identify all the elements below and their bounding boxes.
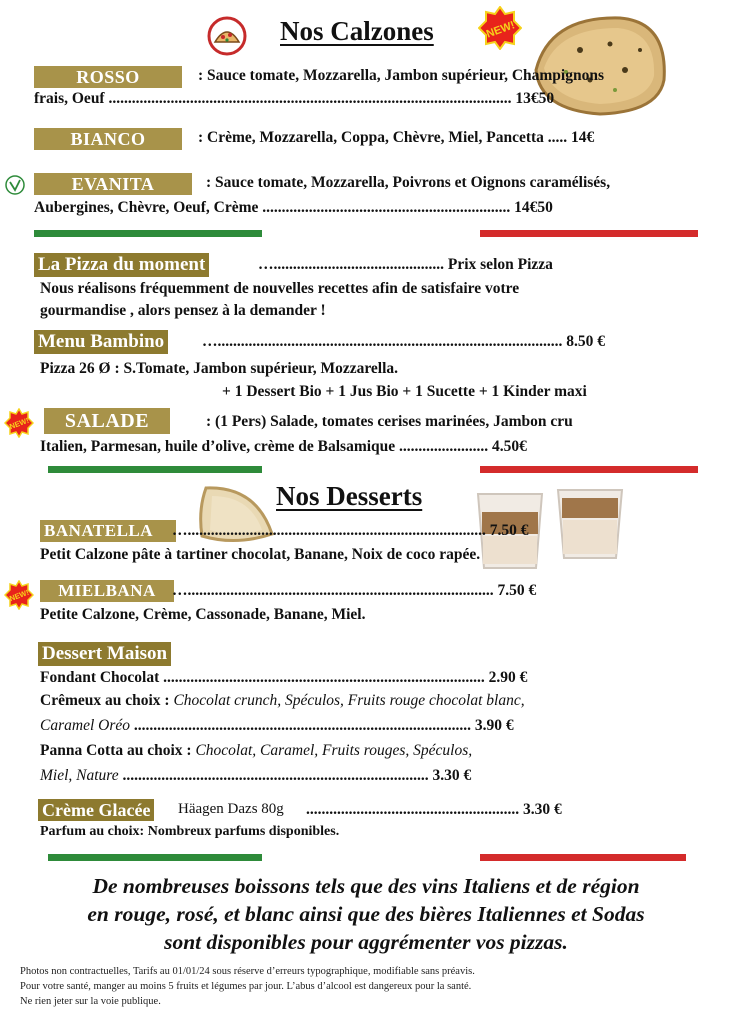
moment-desc-2: gourmandise , alors pensez à la demander ! <box>40 302 326 319</box>
divider-red-3 <box>480 854 686 861</box>
panna-options-2: Miel, Nature <box>40 767 119 784</box>
divider-red-1 <box>480 230 698 237</box>
banatella-label: BANATELLA <box>40 520 176 542</box>
evanita-desc-2: Aubergines, Chèvre, Oeuf, Crème ................................................................ 14€50 <box>34 199 553 216</box>
bianco-label: BIANCO <box>34 128 182 150</box>
bambino-label: Menu Bambino <box>34 330 168 354</box>
panna-price: ............................................................................... 3.30 € <box>122 767 472 784</box>
desserts-title: Nos Desserts <box>276 481 423 511</box>
glace-brand: Häagen Dazs 80g <box>178 801 284 817</box>
calzones-title: Nos Calzones <box>280 16 434 46</box>
calzone-logo-icon <box>207 16 247 56</box>
panna-label: Panna Cotta au choix : <box>40 742 192 759</box>
bambino-desc-1: Pizza 26 Ø : S.Tomate, Jambon supérieur, Mozzarella. <box>40 360 399 377</box>
divider-green-2 <box>48 466 262 473</box>
cremeux-price: ....................................................................................... 3.90 € <box>133 717 514 734</box>
evanita-label: EVANITA <box>34 173 192 195</box>
salade-desc-1: : (1 Pers) Salade, tomates cerises marinées, Jambon cru <box>206 413 573 430</box>
banatella-price: …............................................................................. 7.50 € <box>172 522 529 539</box>
drinks-line-3: sont disponibles pour aggrémenter vos pizzas. <box>164 930 568 954</box>
mielbana-desc: Petite Calzone, Crème, Cassonade, Banane, Miel. <box>40 606 366 623</box>
evanita-desc-1: : Sauce tomate, Mozzarella, Poivrons et Oignons caramélisés, <box>206 174 611 191</box>
banatella-desc: Petit Calzone pâte à tartiner chocolat, Banane, Noix de coco rapée. <box>40 546 481 563</box>
cremeux-label: Crêmeux au choix : <box>40 692 170 709</box>
bianco-desc: : Crème, Mozzarella, Coppa, Chèvre, Miel, Pancetta ..... 14€ <box>198 129 595 146</box>
legal-notice <box>20 964 720 1009</box>
new-badge-calzone <box>478 6 522 50</box>
bambino-price: …......................................................................................... 8.50 € <box>202 333 605 350</box>
vegetarian-icon <box>4 174 26 196</box>
salade-label: SALADE <box>44 408 170 434</box>
drinks-line-2: en rouge, rosé, et blanc ainsi que des bières Italiennes et Sodas <box>87 902 645 926</box>
new-badge-label: NEW! <box>8 587 31 604</box>
moment-desc-1: Nous réalisons fréquemment de nouvelles recettes afin de satisfaire votre <box>40 280 520 297</box>
rosso-label: ROSSO <box>34 66 182 88</box>
divider-red-2 <box>480 466 698 473</box>
fondant-line: Fondant Chocolat ................................................................................... 2.90 € <box>40 669 528 686</box>
divider-green-1 <box>34 230 262 237</box>
maison-label: Dessert Maison <box>38 642 171 666</box>
cremeux-line-2 <box>40 717 514 735</box>
rosso-desc-1: : Sauce tomate, Mozzarella, Jambon supérieur, Champignons <box>198 67 605 84</box>
drinks-line-1: De nombreuses boissons tels que des vins Italiens et de région <box>92 874 640 898</box>
divider-green-3 <box>48 854 262 861</box>
drinks-notice <box>0 872 732 956</box>
salade-desc-2: Italien, Parmesan, huile d’olive, crème de Balsamique ....................... 4.50€ <box>40 438 527 455</box>
legal-line-3: Ne rien jeter sur la voie publique. <box>20 996 161 1007</box>
glace-price: ....................................................... 3.30 € <box>306 801 562 818</box>
cremeux-options-2: Caramel Oréo <box>40 717 130 734</box>
new-badge-label: NEW! <box>8 415 31 432</box>
mielbana-price: …............................................................................... 7.50 € <box>172 582 537 599</box>
mielbana-label: MIELBANA <box>40 580 174 602</box>
panna-line-1 <box>40 742 472 760</box>
glace-label: Crème Glacée <box>38 799 154 821</box>
rosso-desc-2: frais, Oeuf ........................................................................................................ 13€50 <box>34 90 555 107</box>
panna-options: Chocolat, Caramel, Fruits rouges, Spéculos, <box>195 742 473 759</box>
cremeux-options: Chocolat crunch, Spéculos, Fruits rouge chocolat blanc, <box>173 692 525 709</box>
legal-line-1: Photos non contractuelles, Tarifs au 01/01/24 sous réserve d’erreurs typographique, modifiable sans préavis. <box>20 966 475 977</box>
new-badge-label: NEW! <box>484 19 517 41</box>
bambino-desc-2: + 1 Dessert Bio + 1 Jus Bio + 1 Sucette + 1 Kinder maxi <box>222 383 587 400</box>
glace-desc: Parfum au choix: Nombreux parfums disponibles. <box>40 824 340 839</box>
new-badge-salade <box>4 408 34 438</box>
panna-line-2 <box>40 767 471 785</box>
legal-line-2: Pour votre santé, manger au moins 5 fruits et légumes par jour. L’abus d’alcool est dangereux pour la santé. <box>20 981 472 992</box>
cremeux-line-1 <box>40 692 525 710</box>
new-badge-mielbana <box>4 580 34 610</box>
moment-label: La Pizza du moment <box>34 253 209 277</box>
moment-price: …............................................ Prix selon Pizza <box>258 256 553 273</box>
